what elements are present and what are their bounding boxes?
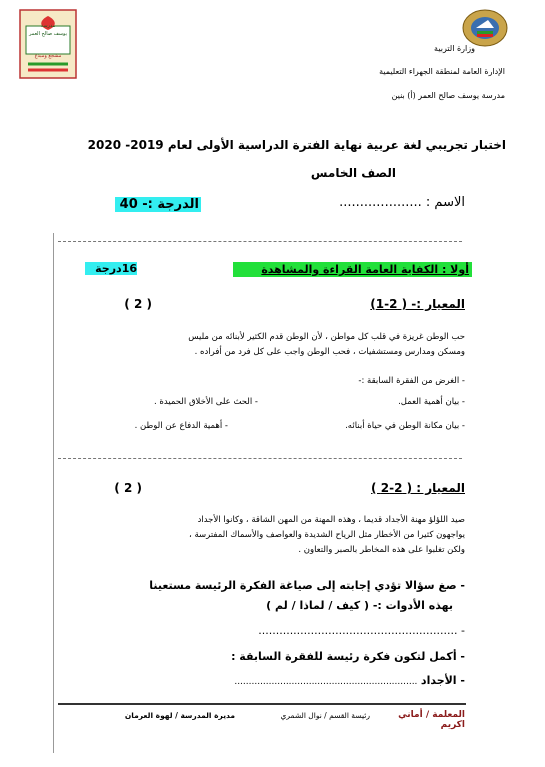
question-1-line1: صغ سؤالا تؤدي إجابته إلى صياغة الفكرة الرئيسة مستعينا: [149, 579, 457, 592]
option-3-text: بيان مكانة الوطن في حياة أبنائه.: [345, 421, 460, 431]
ministry-name: وزارة التربية: [434, 44, 475, 53]
option-1-text: بيان أهمية العمل.: [398, 397, 460, 407]
school-logo-text: [20, 22, 76, 60]
question-1-line2: بهذه الأدوات :- ( كيف / لماذا / لم ): [266, 599, 453, 612]
student-name-field[interactable]: [300, 195, 465, 210]
logo-text-2: يوسف صالح العمر: [28, 31, 67, 37]
answer-2-prefix: الأجداد: [420, 674, 457, 687]
department-head: رئيسة القسم / نوال الشمري: [280, 711, 370, 720]
answer-1-dots: .........................................................: [258, 624, 458, 637]
total-score: الدرجة :- 40: [115, 197, 201, 212]
teacher-name: المعلمة / أماني اكريم: [398, 710, 465, 730]
name-dots: ....................: [339, 195, 422, 210]
answer-1-field[interactable]: - .........................................................: [258, 624, 465, 637]
passage2-line1: صيد اللؤلؤ مهنة الأجداد قديما ، وهذه المهنة من المهن الشاقة ، وكانوا الأجداد: [197, 515, 465, 525]
principal-name: مديرة المدرسة / لهوة العرمان: [124, 711, 235, 720]
frame-left-line: [53, 233, 54, 753]
section-points: 16درجة: [85, 262, 137, 275]
criterion1-marks: ( 2 ): [124, 297, 152, 311]
passage2-line2: يواجهون كثيرا من الأخطار مثل الرياح الشديدة والعواصف والأسماك المفترسة ،: [189, 530, 465, 540]
passage1-line2: ومسكن ومدارس ومستشفيات ، فحب الوطن واجب على كل فرد من أفراده .: [194, 347, 465, 357]
divider-1: [58, 241, 462, 242]
exam-title: اختبار تجريبي لغة عربية نهاية الفترة الدراسية الأولى لعام 2019- 2020: [87, 138, 506, 152]
passage2-line3: ولكن تغلبوا على هذه المخاطر بالصبر والتعاون .: [298, 545, 465, 555]
divider-2: [58, 458, 462, 459]
question-2-text: أكمل لتكون فكرة رئيسة للفقرة السابقة :: [231, 650, 457, 663]
criterion1-passage: [60, 330, 465, 360]
criterion2-label: المعيار : ( 2-2 ): [371, 481, 465, 495]
section-heading: أولا : الكفاية العامة القراءة والمشاهدة: [233, 262, 472, 277]
option-1[interactable]: - بيان أهمية العمل.: [398, 397, 465, 407]
answer-2-dots: ................................................................: [234, 677, 418, 687]
logo-text-1: مدرسة: [40, 23, 56, 29]
logo-text-3: مشجع ومبدع: [34, 53, 62, 59]
criterion2-passage: [60, 513, 465, 558]
grade-label: الصف الخامس: [310, 166, 396, 180]
question-2: - أكمل لتكون فكرة رئيسة للفقرة السابقة :: [231, 650, 465, 663]
footer-rule: [58, 703, 466, 705]
school-name: مدرسة يوسف صالح العمر (أ) بنين: [391, 91, 505, 100]
question-1: - صغ سؤالا تؤدي إجابته إلى صياغة الفكرة الرئيسة مستعينا بهذه الأدوات :- ( كيف / لماذا / لم ): [60, 576, 465, 616]
name-label: الاسم :: [425, 195, 465, 210]
criterion2-marks: ( 2 ): [114, 481, 142, 495]
option-3[interactable]: - بيان مكانة الوطن في حياة أبنائه.: [345, 421, 465, 431]
directorate-name: الإدارة العامة لمنطقة الجهراء التعليمية: [379, 67, 505, 76]
criterion1-label: المعيار :- ( 2-1): [370, 297, 465, 311]
option-4[interactable]: - أهمية الدفاع عن الوطن .: [134, 421, 228, 431]
answer-2-field[interactable]: - الأجداد ................................................................: [234, 674, 465, 687]
option-2[interactable]: - الحث على الأخلاق الحميدة .: [154, 397, 258, 407]
criterion1-question: - الغرض من الفقرة السابقة :-: [358, 376, 465, 386]
passage1-line1: حب الوطن غريزة في قلب كل مواطن ، لأن الوطن قدم الكثير لأبنائه من مليس: [188, 332, 465, 342]
q1-text: الغرض من الفقرة السابقة :-: [358, 376, 460, 386]
